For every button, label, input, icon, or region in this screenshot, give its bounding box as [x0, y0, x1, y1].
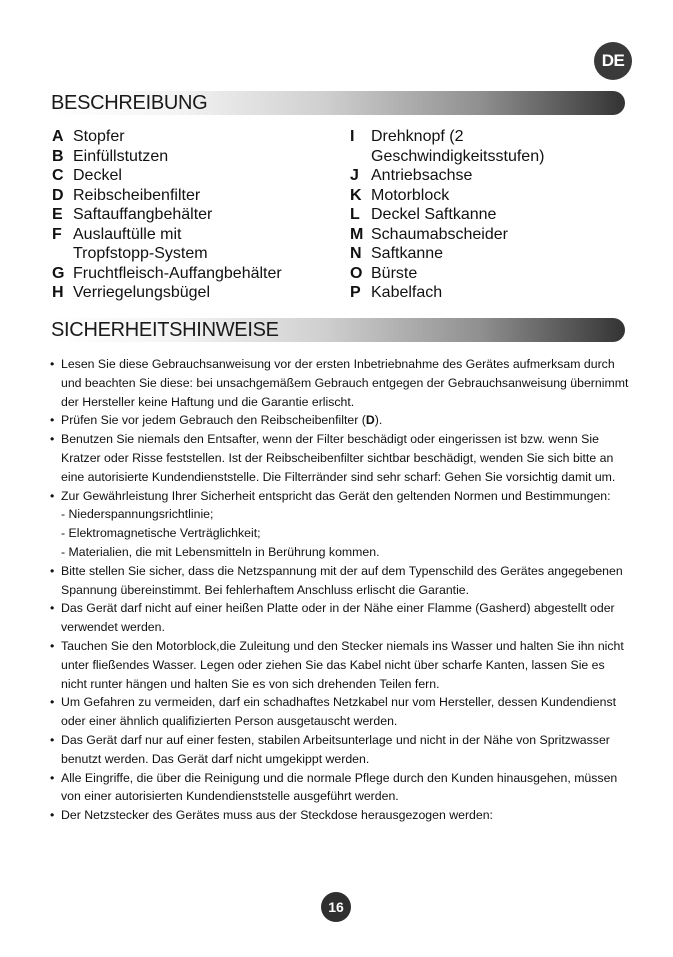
part-label: Einfüllstutzen	[73, 147, 169, 165]
part-label: Stopfer	[73, 128, 125, 145]
safety-text: Lesen Sie diese Gebrauchsanweisung vor der ersten Inbetriebnahme des Gerätes aufmerksam durch und beachten Sie diese: bei unsachgemäßem Gebrauch entgegen der Gebrauchsanweisung übernimmt der Hersteller keine Haftung und die Garantie erlischt.	[61, 357, 629, 409]
part-label: Saftauffangbehälter	[73, 206, 213, 223]
safety-bullet	[50, 693, 630, 731]
part-item	[350, 283, 620, 303]
part-letter: C	[52, 167, 64, 184]
safety-bullet	[50, 769, 630, 807]
part-label: Fruchtfleisch-Auffangbehälter	[73, 264, 282, 282]
part-item	[350, 225, 620, 245]
part-letter: K	[350, 186, 362, 204]
part-label: Verriegelungsbügel	[73, 284, 210, 301]
safety-instructions	[50, 355, 630, 825]
safety-bullet	[50, 806, 630, 825]
safety-text: Um Gefahren zu vermeiden, darf ein schadhaftes Netzkabel nur vom Hersteller, dessen Kundendienst oder einer ähnlich qualifizierten Person ausgetauscht werden.	[61, 695, 617, 729]
safety-bullet	[50, 637, 630, 693]
part-label: Motorblock	[371, 186, 450, 204]
part-letter: G	[52, 264, 65, 282]
safety-text: Tauchen Sie den Motorblock,die Zuleitung und den Stecker niemals ins Wasser und halten Sie ihn nicht unter fließendes Wasser. Legen oder ziehen Sie das Kabel nicht über scharfe Kanten, lassen Sie es nicht runter hängen und halten Sie es von sich drehenden Teilen fern.	[61, 638, 624, 691]
part-letter: A	[52, 128, 64, 145]
part-letter: F	[52, 225, 62, 243]
safety-text: Das Gerät darf nicht auf einer heißen Platte oder in der Nähe einer Flamme (Gasherd) abgestellt oder verwendet werden.	[61, 601, 615, 635]
part-item	[52, 225, 232, 264]
part-label: Auslauftülle mit Tropfstopp-System	[73, 225, 208, 262]
part-item	[52, 147, 342, 167]
part-item	[52, 186, 342, 206]
part-letter: L	[350, 206, 360, 223]
safety-bullet	[50, 599, 630, 637]
safety-bullet	[50, 430, 630, 486]
part-letter: B	[52, 147, 64, 165]
safety-bullet	[50, 411, 630, 430]
safety-text: Prüfen Sie vor jedem Gebrauch den Reibscheibenfilter (	[61, 413, 366, 428]
part-label: Reibscheibenfilter	[73, 186, 201, 204]
safety-text: Bitte stellen Sie sicher, dass die Netzspannung mit der auf dem Typenschild des Gerätes angegebenen Spannung übereinstimmt. Bei fehlerhaftem Anschluss erlischt die Garantie.	[61, 563, 623, 597]
part-item	[52, 205, 342, 225]
part-label: Deckel	[73, 167, 122, 184]
part-label: Saftkanne	[371, 245, 444, 262]
part-item	[350, 264, 620, 284]
part-letter: I	[350, 128, 355, 145]
part-item	[52, 264, 342, 284]
safety-bullet	[50, 487, 630, 562]
part-item	[350, 244, 620, 264]
part-letter: O	[350, 264, 363, 282]
safety-text: ).	[374, 413, 383, 428]
page-number: 16	[321, 892, 351, 922]
part-item	[52, 166, 342, 186]
section-title-description: BESCHREIBUNG	[51, 92, 208, 114]
section-header-safety	[49, 318, 625, 342]
safety-text: Alle Eingriffe, die über die Reinigung und die normale Pflege durch den Kunden hinausgehen, müssen von einer autorisierten Kundendienststelle ausgeführt werden.	[61, 770, 618, 804]
part-label: Kabelfach	[371, 284, 443, 301]
part-label: Drehknopf (2 Geschwindigkeitsstufen)	[371, 128, 545, 165]
part-label: Deckel Saftkanne	[371, 206, 497, 223]
part-item	[350, 166, 620, 186]
safety-bullet	[50, 355, 630, 411]
part-item	[350, 127, 590, 166]
safety-bullet	[50, 562, 630, 600]
part-letter: D	[52, 186, 64, 204]
parts-list-right	[350, 127, 620, 303]
norm-item: - Materialien, die mit Lebensmitteln in Berührung kommen.	[61, 544, 380, 559]
safety-text: Das Gerät darf nur auf einer festen, stabilen Arbeitsunterlage und nicht in der Nähe von Spritzwasser benutzt werden. Das Gerät darf nicht umgekippt werden.	[61, 732, 610, 766]
part-letter: M	[350, 225, 364, 243]
language-badge: DE	[594, 42, 632, 80]
part-item	[52, 127, 342, 147]
section-header-description	[49, 91, 625, 115]
part-reference: D	[365, 413, 375, 428]
part-item	[350, 186, 620, 206]
part-label: Antriebsachse	[371, 167, 473, 184]
part-item	[52, 283, 342, 303]
safety-text: Zur Gewährleistung Ihrer Sicherheit entspricht das Gerät den geltenden Normen und Bestimmungen:	[61, 488, 611, 503]
norm-item: - Elektromagnetische Verträglichkeit;	[61, 526, 261, 541]
norm-item: - Niederspannungsrichtlinie;	[61, 507, 214, 522]
part-letter: N	[350, 245, 362, 262]
part-letter: J	[350, 167, 359, 184]
parts-list-left	[52, 127, 342, 303]
safety-text: Benutzen Sie niemals den Entsafter, wenn der Filter beschädigt oder eingerissen ist bzw. wenn Sie Kratzer oder Risse feststellen. Ist der Reibscheibenfilter sichtbar beschädigt, wenden Sie sich bitte an eine autorisierte Kundendienststelle. Die Filterränder sind sehr scharf: Gehen Sie vorsichtig damit um.	[61, 432, 616, 484]
part-letter: H	[52, 284, 64, 301]
part-item	[350, 205, 620, 225]
safety-text: Der Netzstecker des Gerätes muss aus der Steckdose herausgezogen werden:	[61, 808, 493, 823]
section-title-safety: SICHERHEITSHINWEISE	[51, 319, 279, 341]
part-letter: P	[350, 284, 361, 301]
part-label: Bürste	[371, 264, 418, 282]
part-letter: E	[52, 206, 63, 223]
part-label: Schaumabscheider	[371, 225, 508, 243]
safety-bullet	[50, 731, 630, 769]
